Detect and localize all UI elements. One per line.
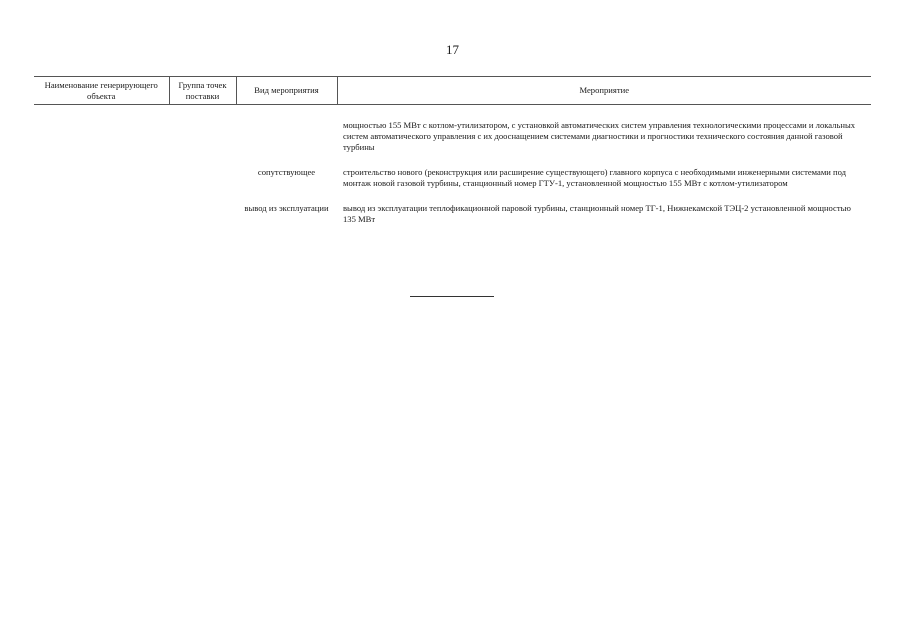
header-measure: Мероприятие [337, 77, 871, 105]
measures-table [34, 76, 871, 225]
cell-measure-type [236, 105, 337, 154]
table-header [34, 77, 871, 105]
cell-object-name [34, 153, 169, 189]
cell-measure: вывод из эксплуатации теплофикационной паровой турбины, станционный номер ТГ-1, Нижнекамской ТЭЦ-2 установленной мощностью 135 МВт [343, 203, 851, 224]
cell-object-name [34, 105, 169, 154]
cell-measure: строительство нового (реконструкция или расширение существующего) главного корпуса с необходимыми инженерными системами под монтаж новой газовой турбины, станционный номер ГТУ-1, установленной мощностью 155 МВт с котлом-утилизатором [343, 167, 847, 188]
header-measure-type: Вид мероприятия [236, 77, 337, 105]
header-object-name: Наименование генерирующего объекта [34, 77, 169, 105]
cell-measure-type: сопутствующее [257, 167, 316, 177]
header-row [34, 77, 871, 105]
page-number: 17 [446, 42, 459, 57]
cell-delivery-group [169, 189, 236, 225]
cell-measure: мощностью 155 МВт с котлом-утилизатором, с установкой автоматических систем управления технологическими процессами и локальных систем автоматического управления с их дооснащением системами диагностики и прогностики технического состояния данной газовой турбины [343, 120, 856, 152]
header-delivery-group: Группа точек поставки [169, 77, 236, 105]
cell-measure-type: вывод из эксплуатации [244, 203, 329, 213]
cell-delivery-group [169, 153, 236, 189]
table-row [34, 153, 871, 189]
cell-delivery-group [169, 105, 236, 154]
table-row [34, 189, 871, 225]
table-row [34, 105, 871, 154]
cell-object-name [34, 189, 169, 225]
end-of-table-rule [410, 296, 494, 297]
table-body [34, 105, 871, 226]
